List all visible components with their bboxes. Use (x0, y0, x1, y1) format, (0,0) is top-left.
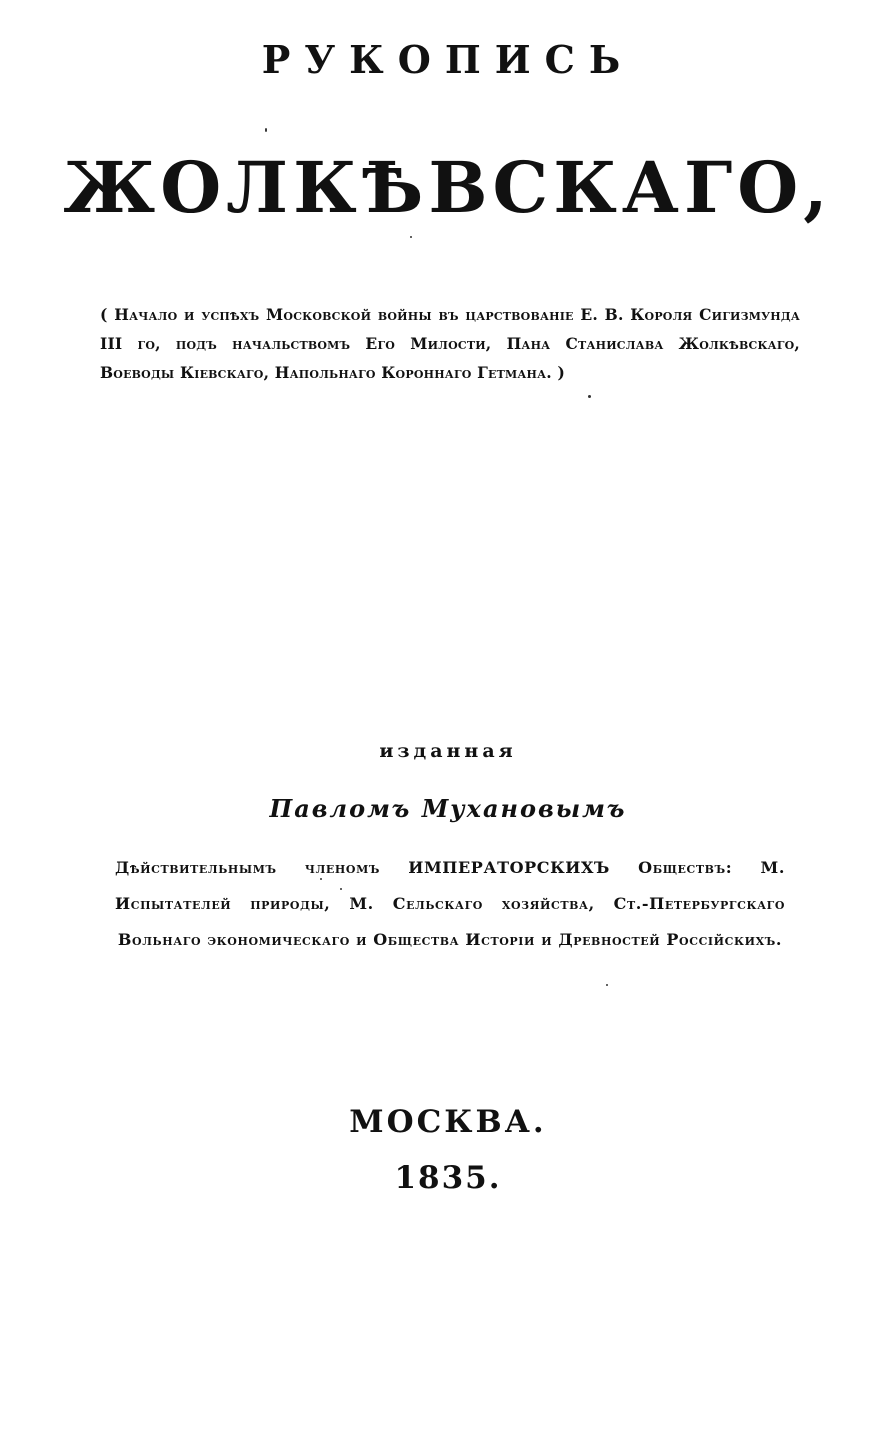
heading: РУКОПИСЬ (261, 37, 635, 82)
print-speck (340, 888, 342, 890)
author-credentials: Дѣйствительнымъ членомъ ИМПЕРАТОРСКИХЪ Обществъ: М. Испытателей природы, М. Сельскаго хозяйства, Ст.-Петербургскаго Вольнаго экономическаго и Общества Исторіи и Древностей Россійскихъ. (115, 858, 785, 949)
issued-label: изданная (379, 740, 517, 762)
print-speck (410, 236, 412, 238)
print-speck (606, 984, 608, 986)
author-name: Павломъ Мухановымъ (269, 794, 627, 823)
subtitle: ( Начало и успѣхъ Московской войны въ царствованіе Е. В. Короля Сигизмунда III го, подъ начальствомъ Его Милости, Пана Станислава Жолкѣвскаго, Воеводы Кіевскаго, Напольнаго Короннаго Гетмана. ) (100, 305, 800, 382)
publication-year: 1835. (394, 1160, 502, 1196)
print-speck (588, 395, 591, 398)
main-title: ЖОЛКѢВСКАГО, (63, 146, 833, 229)
print-speck (265, 128, 267, 132)
print-speck (320, 878, 322, 880)
publication-city: МОСКВА. (349, 1104, 547, 1140)
